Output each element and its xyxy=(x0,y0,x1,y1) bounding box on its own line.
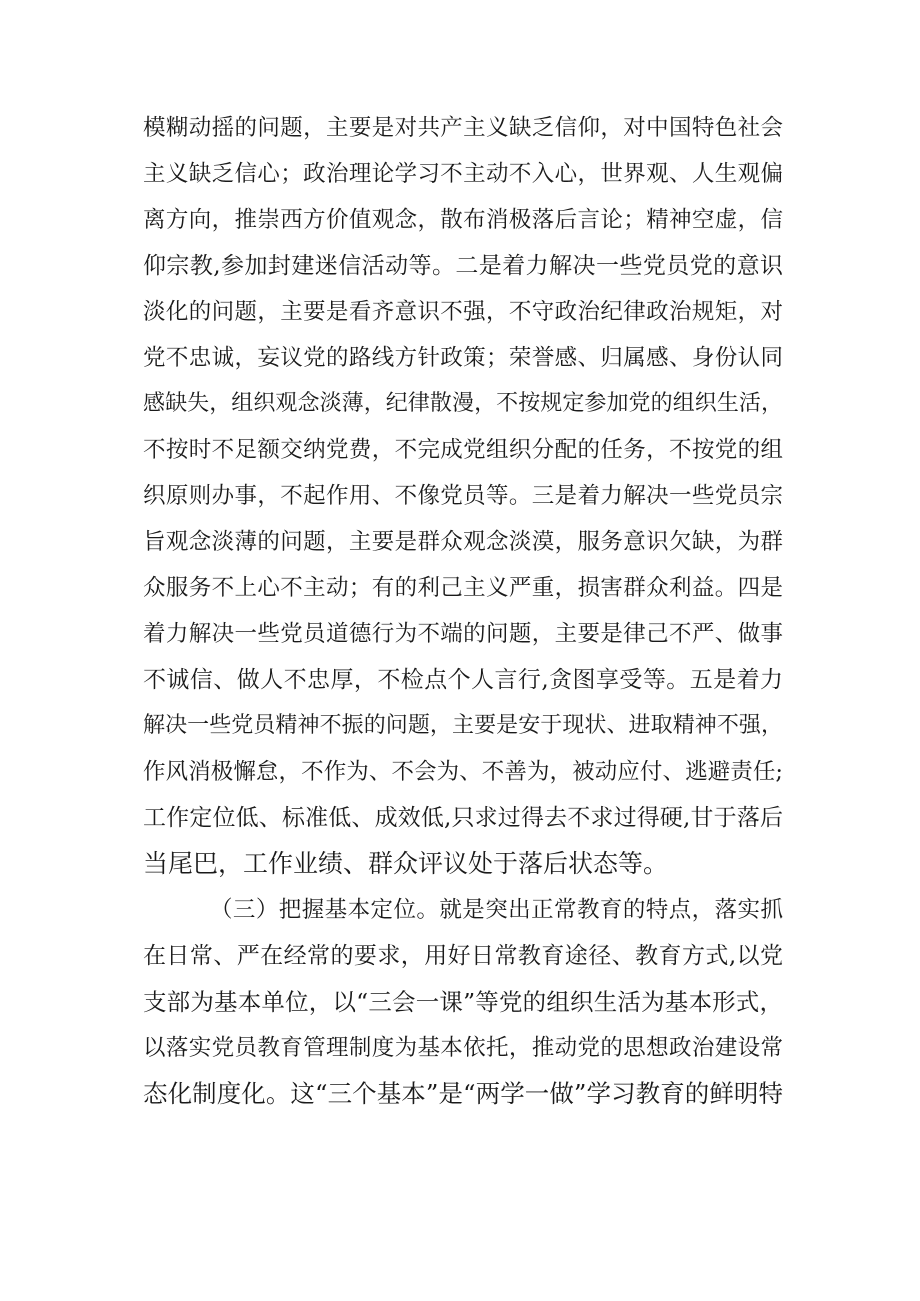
text-line: 党不忠诚，妄议党的路线方针政策；荣誉感、归属感、身份认同 xyxy=(143,345,783,371)
text-line: 主义缺乏信心；政治理论学习不主动不入心，世界观、人生观偏 xyxy=(143,161,783,187)
text-line: 工作定位低、标准低、成效低,只求过得去不求过得硬,甘于落后 xyxy=(143,805,783,831)
text-line: 旨观念淡薄的问题，主要是群众观念淡漠，服务意识欠缺，为群 xyxy=(143,529,783,555)
text-line: 模糊动摇的问题，主要是对共产主义缺乏信仰，对中国特色社会 xyxy=(143,115,783,141)
text-line: 作风消极懈怠，不作为、不会为、不善为，被动应付、逃避责任; xyxy=(143,759,783,785)
text-line: 以落实党员教育管理制度为基本依托，推动党的思想政治建设常 xyxy=(143,1035,783,1061)
text-line: 离方向，推崇西方价值观念，散布消极落后言论；精神空虚，信 xyxy=(143,207,783,233)
text-line: 仰宗教,参加封建迷信活动等。二是着力解决一些党员党的意识 xyxy=(143,253,783,279)
section-heading-line: （三）把握基本定位。就是突出正常教育的特点，落实抓 xyxy=(210,897,783,923)
text-line: 支部为基本单位，以“三会一课”等党的组织生活为基本形式， xyxy=(143,988,783,1016)
text-line: 在日常、严在经常的要求，用好日常教育途径、教育方式,以党 xyxy=(143,943,783,969)
text-line: 织原则办事，不起作用、不像党员等。三是着力解决一些党员宗 xyxy=(143,483,783,509)
text-line: 解决一些党员精神不振的问题，主要是安于现状、进取精神不强， xyxy=(143,713,783,738)
text-line: 感缺失，组织观念淡薄，纪律散漫，不按规定参加党的组织生活， xyxy=(143,391,783,416)
text-line: 不按时不足额交纳党费，不完成党组织分配的任务，不按党的组 xyxy=(143,437,783,463)
text-line: 淡化的问题，主要是看齐意识不强，不守政治纪律政治规矩，对 xyxy=(143,299,783,325)
text-line: 不诚信、做人不忠厚，不检点个人言行,贪图享受等。五是着力 xyxy=(143,667,783,693)
text-line: 众服务不上心不主动；有的利己主义严重，损害群众利益。四是 xyxy=(143,575,783,601)
text-line: 当尾巴，工作业绩、群众评议处于落后状态等。 xyxy=(143,849,669,878)
text-line: 态化制度化。这“三个基本”是“两学一做”学习教育的鲜明特 xyxy=(143,1079,783,1108)
text-line: 着力解决一些党员道德行为不端的问题，主要是律己不严、做事 xyxy=(143,621,783,647)
